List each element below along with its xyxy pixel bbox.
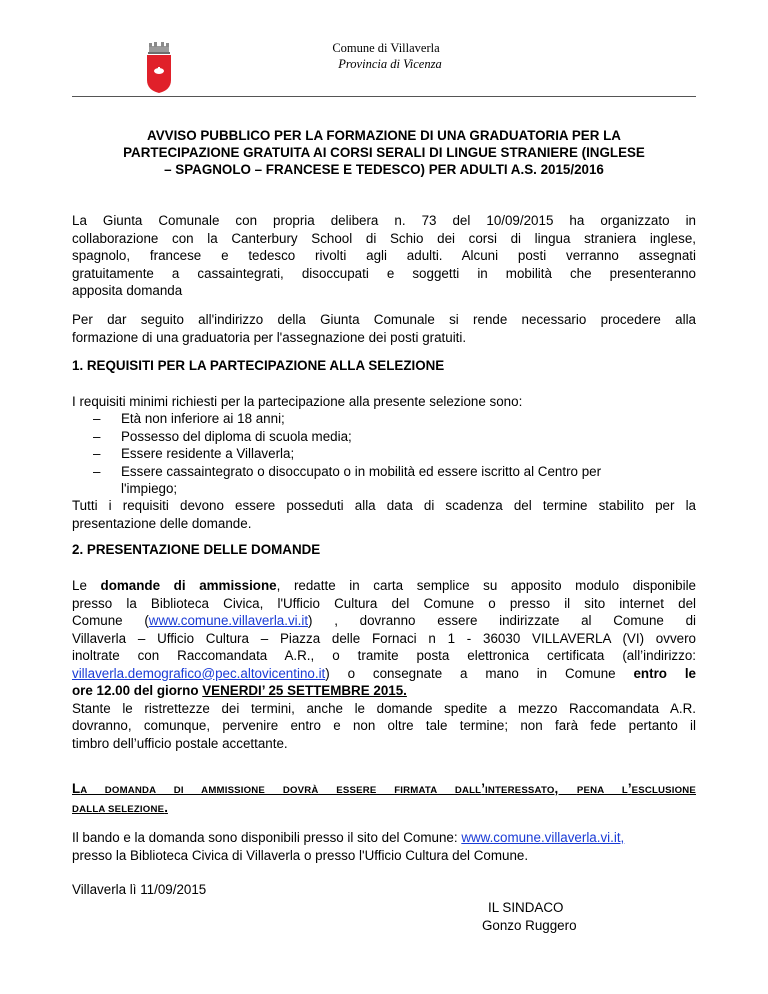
text-line: La Giunta Comunale con propria delibera n. 73 del 10/09/2015 ha organizzato in bbox=[72, 213, 696, 228]
header-province: Provincia di Vicenza bbox=[338, 57, 442, 71]
list-item-text: Essere residente a Villaverla; bbox=[121, 446, 295, 461]
text-line: presso la Biblioteca Civica, l'Ufficio Cultura del Comune o presso il sito internet del bbox=[72, 595, 696, 611]
website-link[interactable]: www.comune.villaverla.vi.it, bbox=[461, 830, 625, 845]
document-title bbox=[72, 127, 696, 178]
notice-line bbox=[72, 799, 696, 818]
text-line: inoltrate con Raccomandata A.R., o tramite posta elettronica certificata (all’indirizzo: bbox=[72, 648, 696, 663]
text-line: Stante le ristrettezze dei termini, anche le domande spedite a mezzo Raccomandata A.R. bbox=[72, 700, 696, 716]
notice-text: INTERESSATO bbox=[484, 785, 555, 796]
signatory-name: Gonzo Ruggero bbox=[482, 918, 577, 933]
notice-text: , bbox=[554, 781, 577, 796]
deadline-date: VENERDI’ 25 SETTEMBRE 2015. bbox=[202, 683, 407, 698]
text-line: presentazione delle domande. bbox=[72, 515, 252, 531]
text-line bbox=[72, 612, 696, 630]
text-line: presso la Biblioteca Civica di Villaverla o presso l'Ufficio Cultura del Comune. bbox=[72, 847, 529, 863]
list-item-text: l'impiego; bbox=[121, 481, 178, 496]
bullet-dash: – bbox=[93, 463, 101, 479]
text-line: I requisiti minimi richiesti per la partecipazione alla presente selezione sono: bbox=[72, 394, 523, 409]
notice-text: ESCLUSIONE bbox=[631, 785, 696, 796]
text-line: Villaverla – Ufficio Cultura – Piazza delle Fornaci n 1 - 36030 VILLAVERLA (VI) ovvero bbox=[72, 630, 696, 646]
pec-email-link[interactable]: villaverla.demografico@pec.altovicentino.it bbox=[72, 665, 326, 681]
text-span: ) , dovranno essere indirizzate al Comune di bbox=[308, 613, 696, 628]
notice-text: A DOMANDA DI AMMISSIONE DOVRÀ ESSERE FIRMATA DALL bbox=[80, 785, 482, 796]
notice-text: DALLA SELEZIONE bbox=[72, 804, 165, 815]
requirements-list bbox=[72, 410, 696, 498]
signatory-role: IL SINDACO bbox=[488, 900, 564, 915]
list-item bbox=[72, 445, 696, 463]
text-line bbox=[72, 829, 696, 847]
text-line: dovranno, comunque, pervenire entro e non oltre tale termine; non farà fede pertanto il bbox=[72, 718, 696, 733]
text-line bbox=[72, 665, 696, 683]
text-line: formazione di una graduatoria per l'assegnazione dei posti gratuiti. bbox=[72, 329, 467, 345]
list-item-text: Età non inferiore ai 18 anni; bbox=[121, 411, 285, 426]
text-line: Tutti i requisiti devono essere posseduti alla data di scadenza del termine stabilito per la bbox=[72, 498, 696, 513]
notice-text: ’ bbox=[627, 781, 632, 796]
notice-text: ’ bbox=[481, 781, 485, 796]
notice-text: L bbox=[72, 781, 81, 796]
text-span: , redatte in carta semplice su apposito modulo disponibile bbox=[276, 578, 697, 593]
notice-text: . bbox=[164, 800, 168, 815]
notice-line bbox=[72, 780, 696, 799]
list-item-text: Essere cassaintegrato o disoccupato o in mobilità ed essere iscritto al Centro per bbox=[121, 463, 602, 479]
list-item bbox=[72, 428, 696, 446]
deadline-text: ore 12.00 del giorno bbox=[72, 683, 203, 698]
bullet-dash: – bbox=[93, 446, 101, 461]
section2-paragraph bbox=[72, 577, 696, 752]
text-span: Comune ( bbox=[72, 613, 149, 628]
section1-lead bbox=[72, 393, 696, 411]
title-line: PARTECIPAZIONE GRATUITA AI CORSI SERALI DI LINGUE STRANIERE (INGLESE bbox=[123, 145, 645, 160]
title-line: – SPAGNOLO – FRANCESE E TEDESCO) PER ADULTI A.S. 2015/2016 bbox=[164, 162, 604, 177]
text-line bbox=[72, 577, 696, 595]
website-link[interactable]: www.comune.villaverla.vi.it bbox=[148, 613, 309, 628]
section1-closing bbox=[72, 497, 696, 532]
text-line: apposita domanda bbox=[72, 283, 183, 298]
text-line: spagnolo, francese e tedesco rivolti agli adulti. Alcuni posti verranno assegnati bbox=[72, 248, 696, 263]
list-item-text: Possesso del diploma di scuola media; bbox=[121, 428, 352, 444]
text-span: Le bbox=[72, 578, 101, 593]
signature-notice bbox=[72, 780, 696, 818]
list-item bbox=[72, 463, 696, 481]
title-line: AVVISO PUBBLICO PER LA FORMAZIONE DI UNA GRADUATORIA PER LA bbox=[147, 128, 621, 143]
section2-heading: 2. PRESENTAZIONE DELLE DOMANDE bbox=[72, 542, 321, 557]
text-line: Per dar seguito all'indirizzo della Giunta Comunale si rende necessario procedere alla bbox=[72, 312, 696, 327]
text-span: Il bando e la domanda sono disponibili presso il sito del Comune: bbox=[72, 830, 462, 845]
availability-paragraph bbox=[72, 829, 696, 864]
text-line: timbro dell’ufficio postale accettante. bbox=[72, 735, 288, 751]
place-date: Villaverla lì 11/09/2015 bbox=[72, 882, 207, 897]
text-line: collaborazione con la Canterbury School di Schio dei corsi di lingua straniera inglese, bbox=[72, 230, 696, 246]
emphasis-text: domande di ammissione bbox=[100, 578, 277, 593]
text-line bbox=[72, 682, 696, 700]
notice-text: PENA L bbox=[576, 785, 628, 796]
bullet-dash: – bbox=[93, 411, 101, 426]
bullet-dash: – bbox=[93, 428, 101, 444]
list-item bbox=[72, 410, 696, 428]
section1-heading: 1. REQUISITI PER LA PARTECIPAZIONE ALLA SELEZIONE bbox=[72, 358, 445, 373]
header-divider bbox=[72, 96, 696, 97]
intro-paragraph bbox=[72, 212, 696, 300]
text-span: ) o consegnate a mano in Comune bbox=[325, 665, 634, 681]
intro2-paragraph bbox=[72, 311, 696, 346]
text-line: gratuitamente a cassaintegrati, disoccupati e soggetti in mobilità che presenteranno bbox=[72, 265, 696, 281]
list-item-continuation bbox=[72, 480, 696, 498]
header-municipality: Comune di Villaverla bbox=[332, 41, 440, 55]
deadline-text: entro le bbox=[633, 665, 696, 681]
